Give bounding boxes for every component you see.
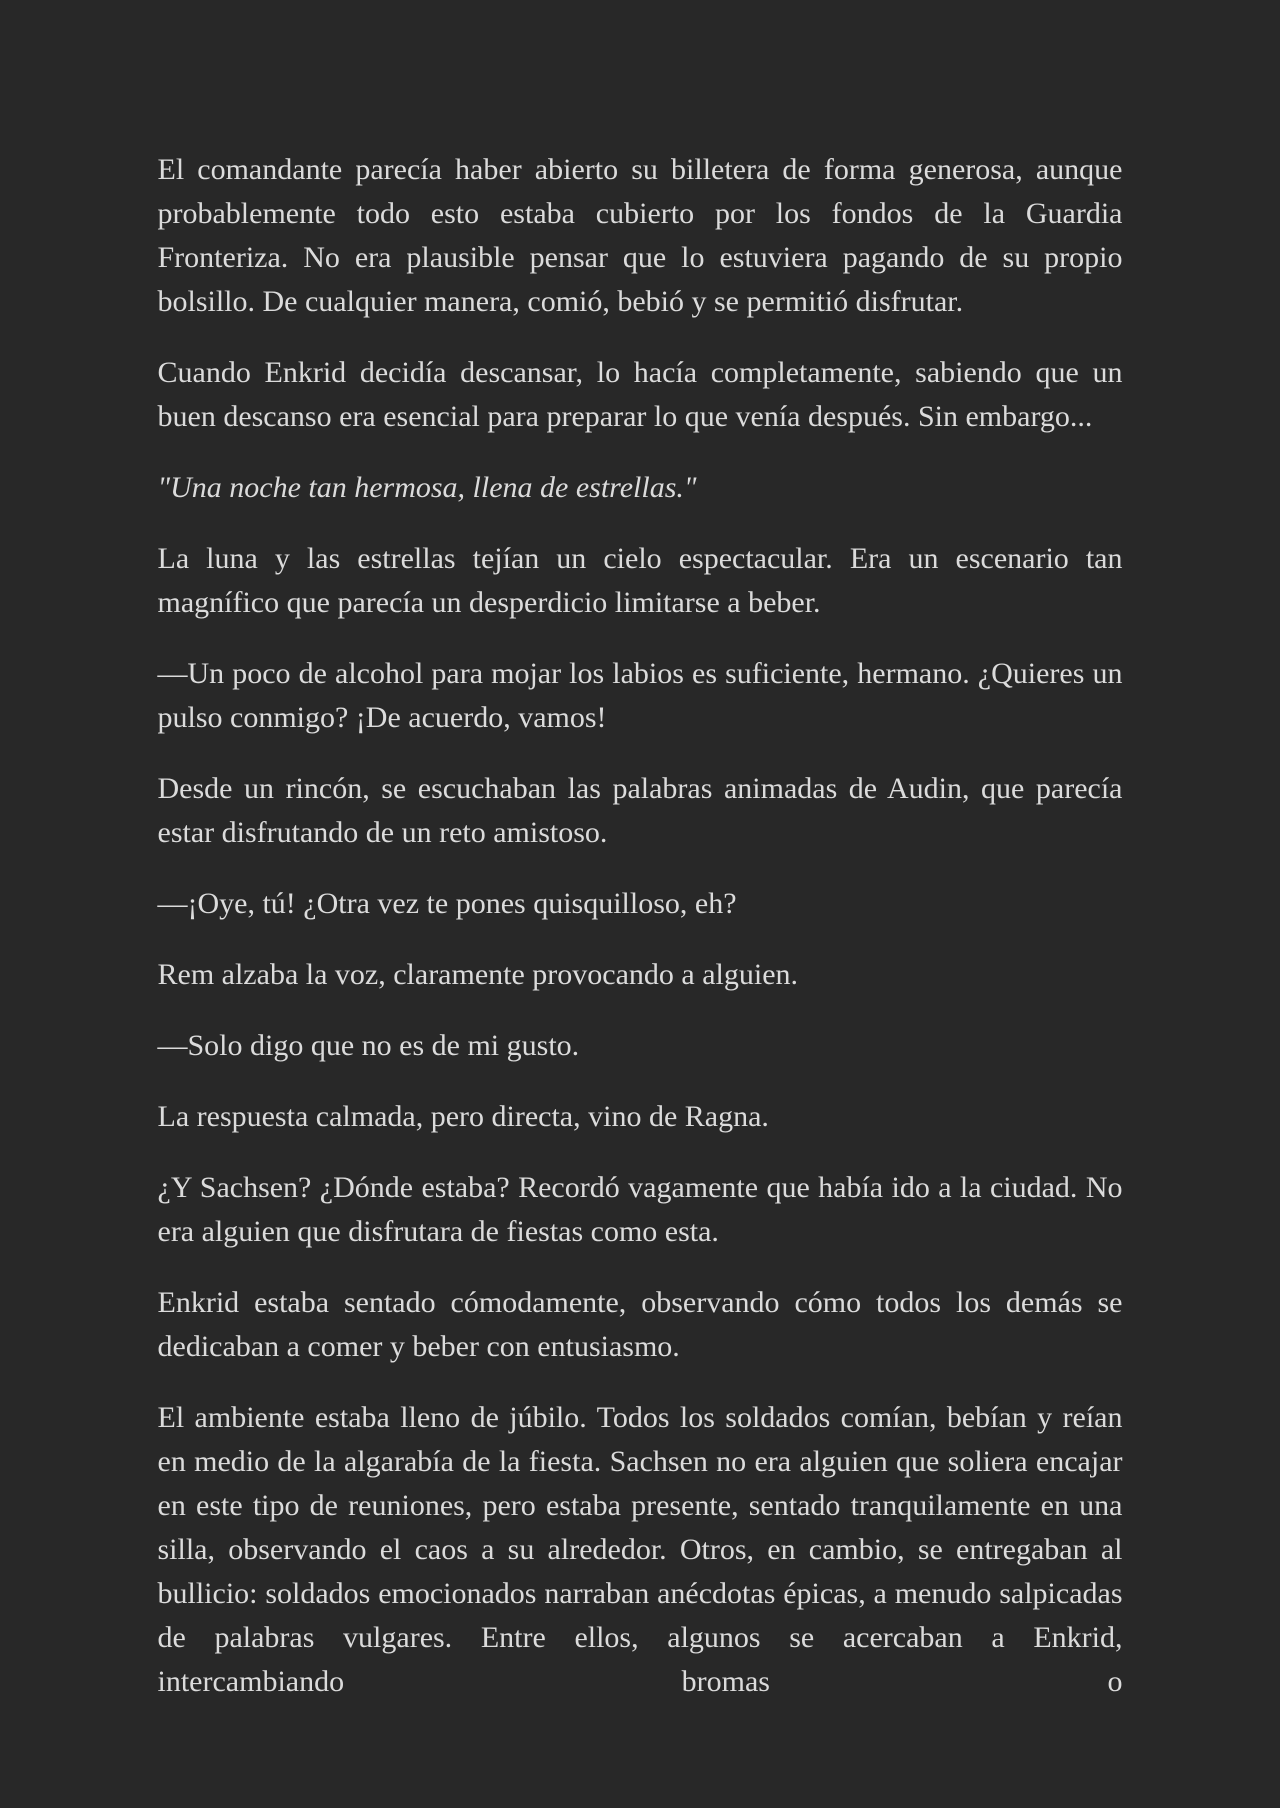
- paragraph: Enkrid estaba sentado cómodamente, observando cómo todos los demás se dedicaban a comer y beber con entusiasmo.: [157, 1286, 1123, 1363]
- paragraph: Desde un rincón, se escuchaban las palabras animadas de Audin, que parecía estar disfrutando de un reto amistoso.: [157, 772, 1123, 849]
- text-column: [158, 148, 1123, 1704]
- paragraph: La luna y las estrellas tejían un cielo espectacular. Era un escenario tan magnífico que parecía un desperdicio limitarse a beber.: [157, 542, 1123, 619]
- paragraph: El comandante parecía haber abierto su billetera de forma generosa, aunque probablemente todo esto estaba cubierto por los fondos de la Guardia Fronteriza. No era plausible pensar que lo estuviera pagando de su propio bolsillo. De cualquier manera, comió, bebió y se permitió disfrutar.: [157, 153, 1123, 318]
- paragraph: ¿Y Sachsen? ¿Dónde estaba? Recordó vagamente que había ido a la ciudad. No era alguien que disfrutara de fiestas como esta.: [157, 1171, 1123, 1248]
- paragraph: El ambiente estaba lleno de júbilo. Todos los soldados comían, bebían y reían en medio de la algarabía de la fiesta. Sachsen no era alguien que soliera encajar en este tipo de reuniones, pero estaba presente, sentado tranquilamente en una silla, observando el caos a su alrededor. Otros, en cambio, se entregaban al bullicio: soldados emocionados narraban anécdotas épicas, a menudo salpicadas de palabras vulgares. Entre ellos, algunos se acercaban a Enkrid, intercambiando bromas o: [157, 1401, 1123, 1698]
- paragraph: La respuesta calmada, pero directa, vino de Ragna.: [157, 1100, 769, 1133]
- paragraph: Rem alzaba la voz, claramente provocando a alguien.: [157, 958, 799, 991]
- paragraph: —¡Oye, tú! ¿Otra vez te pones quisquilloso, eh?: [157, 887, 737, 920]
- paragraph: Cuando Enkrid decidía descansar, lo hacía completamente, sabiendo que un buen descanso era esencial para preparar lo que venía después. Sin embargo...: [157, 356, 1123, 433]
- paragraph: —Un poco de alcohol para mojar los labios es suficiente, hermano. ¿Quieres un pulso conmigo? ¡De acuerdo, vamos!: [157, 657, 1123, 734]
- paragraph: —Solo digo que no es de mi gusto.: [157, 1029, 580, 1062]
- paragraph: "Una noche tan hermosa, llena de estrellas.": [157, 471, 697, 504]
